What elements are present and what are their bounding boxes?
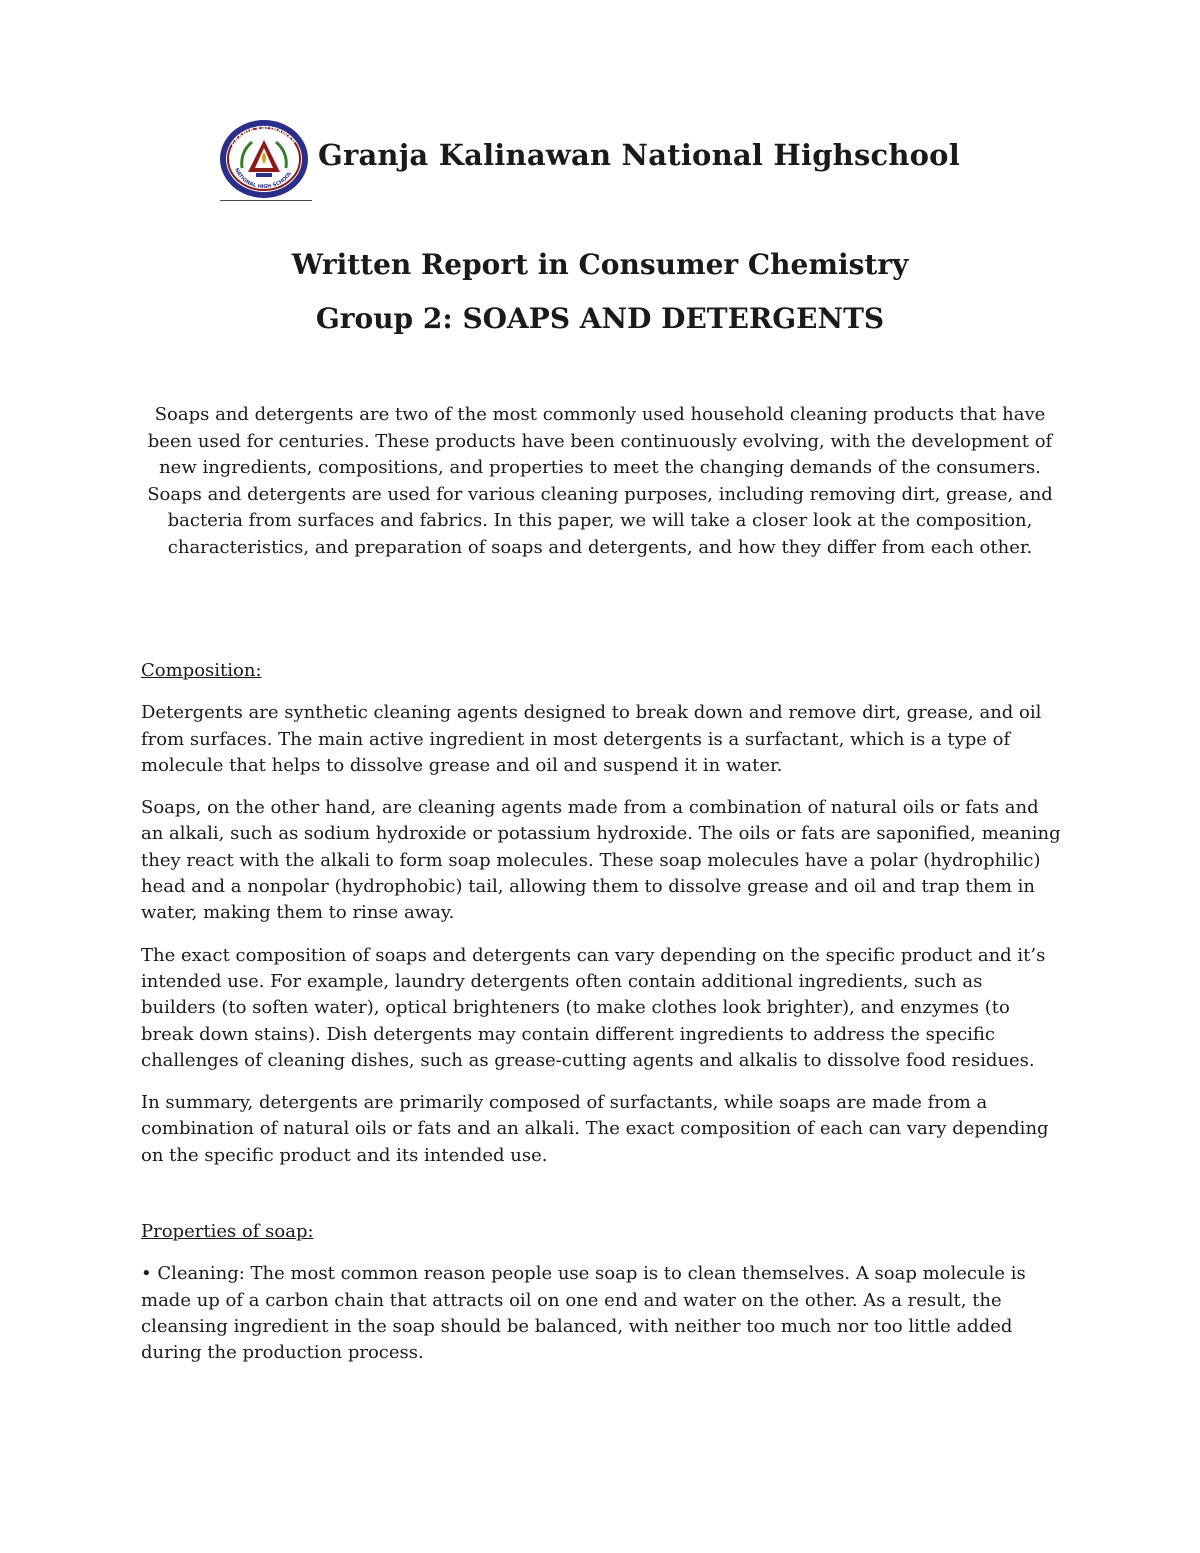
composition-paragraph: In summary, detergents are primarily composed of surfactants, while soaps are made from a combination of natural oils or fats and an alkali. The exact composition of each can vary depending on the specific product and its intended use. xyxy=(141,1092,1049,1166)
school-name: Granja Kalinawan National Highschool xyxy=(318,138,960,172)
composition-paragraph: Detergents are synthetic cleaning agents designed to break down and remove dirt, grease, and oil from surfaces. The main active ingredient in most detergents is a surfactant, which is a type of molecule that helps to dissolve grease and oil and suspend it in water. xyxy=(141,702,1042,776)
logo-text-bottom: NATIONAL HIGH SCHOOL xyxy=(233,167,294,191)
school-logo xyxy=(218,118,310,200)
report-body xyxy=(141,658,1061,1367)
composition-paragraph: Soaps, on the other hand, are cleaning agents made from a combination of natural oils or fats and an alkali, such as sodium hydroxide or potassium hydroxide. The oils or fats are saponified, meaning they react with the alkali to form soap molecules. These soap molecules have a polar (hydrophilic) head and a nonpolar (hydrophobic) tail, allowing them to dissolve grease and oil and trap them in water, making them to rinse away. xyxy=(141,797,1061,924)
properties-paragraph: • Cleaning: The most common reason people use soap is to clean themselves. A soap molecule is made up of a carbon chain that attracts oil on one end and water on the other. As a result, the cleansing ingredient in the soap should be balanced, with neither too much nor too little added during the production process. xyxy=(141,1263,1026,1364)
title-line-2: Group 2: SOAPS AND DETERGENTS xyxy=(315,302,885,335)
logo-underline xyxy=(220,200,312,201)
composition-heading: Composition: xyxy=(141,660,262,681)
properties-heading: Properties of soap: xyxy=(141,1221,314,1243)
document-header xyxy=(218,118,978,208)
logo-text-top: GRANJA KALINAWAN xyxy=(230,124,297,149)
composition-paragraph: The exact composition of soaps and detergents can vary depending on the specific product and it’s intended use. For example, laundry detergents often contain additional ingredients, such as builders (to soften water), optical brighteners (to make clothes look brighter), and enzymes (to break down stains). Dish detergents may contain different ingredients to address the specific challenges of cleaning dishes, such as grease-cutting agents and alkalis to dissolve food residues. xyxy=(141,944,1046,1071)
title-line-1: Written Report in Consumer Chemistry xyxy=(291,248,909,281)
report-title xyxy=(0,238,1200,346)
intro-paragraph: Soaps and detergents are two of the most commonly used household cleaning products that have been used for centuries. These products have been continuously evolving, with the development of new ingredients, compositions, and properties to meet the changing demands of the consumers. Soaps and detergents are used for various cleaning purposes, including removing dirt, grease, and bacteria from surfaces and fabrics. In this paper, we will take a closer look at the composition, characteristics, and preparation of soaps and detergents, and how they differ from each other. xyxy=(147,404,1053,558)
